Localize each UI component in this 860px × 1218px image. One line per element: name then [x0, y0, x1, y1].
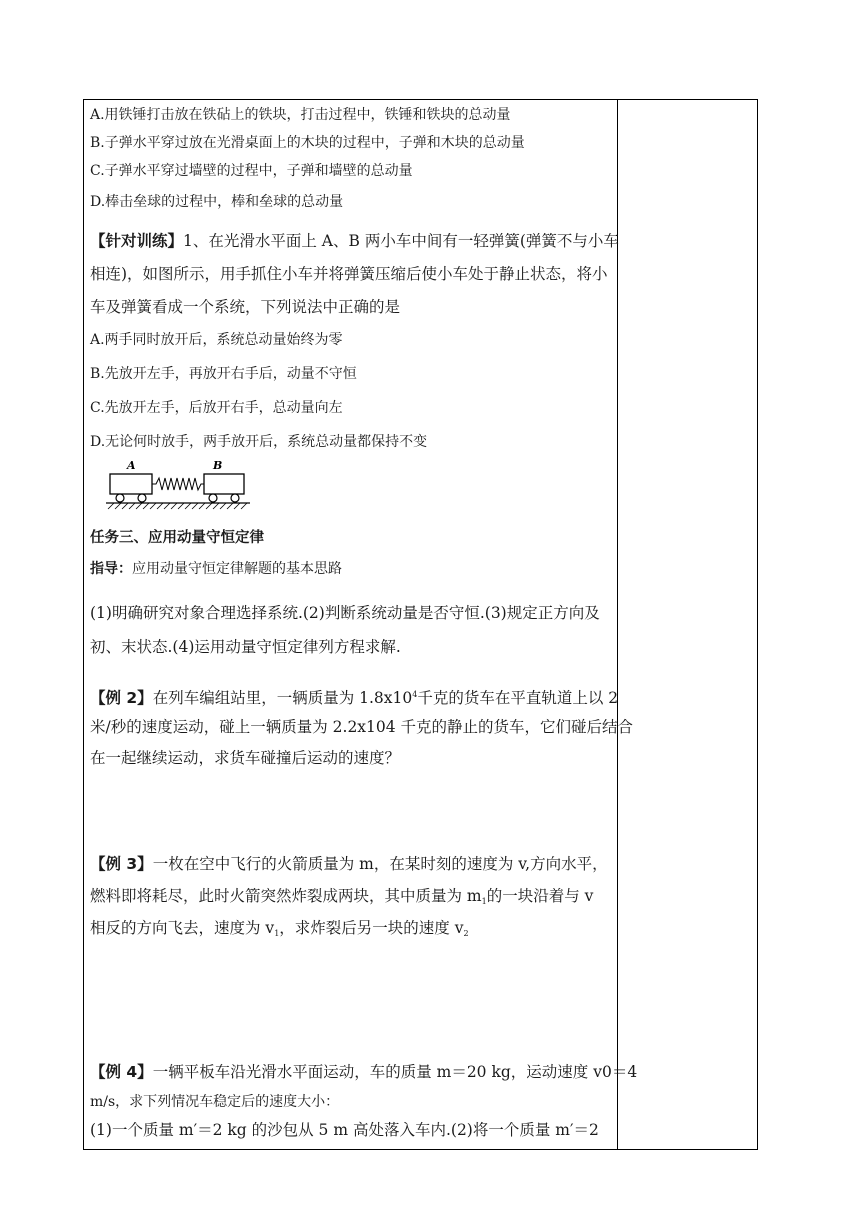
- example2-tag: 【例 2】: [90, 689, 153, 707]
- task3-steps-line-1: (1)明确研究对象合理选择系统.(2)判断系统动量是否守恒.(3)规定正方向及: [90, 604, 600, 622]
- example4-tag: 【例 4】: [90, 1063, 153, 1081]
- cart-b-label: B: [213, 459, 223, 472]
- example4-line-1: 【例 4】一辆平板车沿光滑水平面运动，车的质量 m＝20 kg，运动速度 v0＝4: [90, 1063, 638, 1081]
- wheel: [209, 494, 217, 502]
- example3-line-1: 【例 3】一枚在空中飞行的火箭质量为 m，在某时刻的速度为 v,方向水平，: [90, 855, 608, 873]
- example2-line-1: 【例 2】在列车编组站里，一辆质量为 $1.8x10^4$千克的货车在平直轨道上以 2: [90, 689, 619, 707]
- training-line-3: 车及弹簧看成一个系统，下列说法中正确的是: [90, 298, 401, 316]
- wheel: [138, 494, 146, 502]
- example4-line-3: (1)一个质量 m′＝2 kg 的沙包从 5 m 高处落入车内.(2)将一个质量 m′＝2: [90, 1121, 599, 1139]
- task3-steps-line-2: 初、末状态.(4)运用动量守恒定律列方程求解.: [90, 638, 401, 656]
- cart-a-label: A: [127, 459, 136, 472]
- guide-label: 指导：: [90, 561, 132, 577]
- option-d: D.棒击垒球的过程中，棒和垒球的总动量: [90, 194, 344, 210]
- option-c: C.子弹水平穿过墙壁的过程中，子弹和墙壁的总动量: [90, 163, 413, 179]
- task3-guide: 指导：应用动量守恒定律解题的基本思路: [90, 561, 342, 577]
- option-a: A.用铁锤打击放在铁砧上的铁块，打击过程中，铁锤和铁块的总动量: [90, 107, 511, 123]
- training-option-b: B.先放开左手，再放开右手后，动量不守恒: [90, 366, 357, 382]
- training-line-1: 【针对训练】1、在光滑水平面上 A、B 两小车中间有一轻弹簧(弹簧不与小车: [90, 232, 619, 250]
- example4-line-2: m/s，求下列情况车稳定后的速度大小：: [90, 1094, 340, 1110]
- ground-hatching: [108, 503, 247, 509]
- training-option-d: D.无论何时放手，两手放开后，系统总动量都保持不变: [90, 434, 428, 450]
- carts-spring-figure: [100, 458, 250, 520]
- lesson-table: [83, 99, 758, 1150]
- training-tag: 【针对训练】: [90, 232, 184, 250]
- example3-tag: 【例 3】: [90, 855, 153, 873]
- example2-line-3: 在一起继续运动，求货车碰撞后运动的速度？: [90, 749, 401, 767]
- cart-b: [204, 474, 244, 494]
- training-option-c: C.先放开左手，后放开右手，总动量向左: [90, 400, 343, 416]
- option-b: B.子弹水平穿过放在光滑桌面上的木块的过程中，子弹和木块的总动量: [90, 135, 525, 151]
- column-divider: [617, 100, 618, 1149]
- task3-heading: 任务三、应用动量守恒定律: [90, 530, 264, 546]
- training-option-a: A.两手同时放开后，系统总动量始终为零: [90, 332, 343, 348]
- wheel: [231, 494, 239, 502]
- example3-line-2: 燃料即将耗尽，此时火箭突然炸裂成两块，其中质量为 $m_1$的一块沿着与 v: [90, 887, 594, 906]
- example3-line-3: 相反的方向飞去，速度为 $v_1$，求炸裂后另一块的速度 $v_2$: [90, 919, 469, 938]
- training-line-2: 相连)，如图所示，用手抓住小车并将弹簧压缩后使小车处于静止状态，将小: [90, 265, 608, 283]
- example2-line-2: 米/秒的速度运动，碰上一辆质量为 2.2x104 千克的静止的货车，它们碰后结合: [90, 718, 634, 736]
- wheel: [116, 494, 124, 502]
- cart-a: [110, 474, 152, 494]
- spring: [152, 478, 204, 490]
